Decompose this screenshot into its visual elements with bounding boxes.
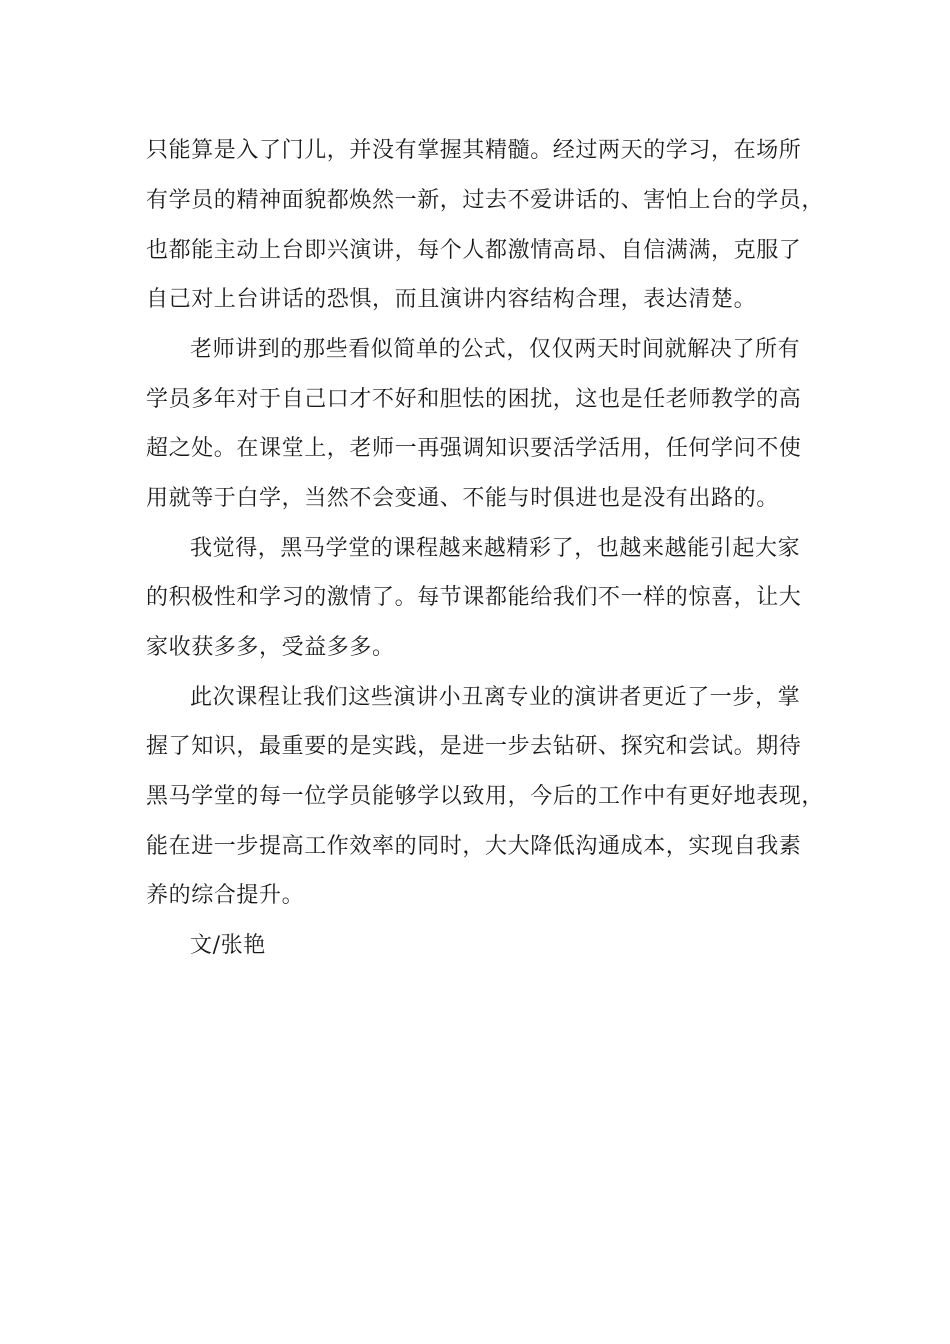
paragraph-3-line-3: 家收获多多，受益多多。 [146, 635, 395, 660]
paragraph-3-line-1: 我觉得，黑马学堂的课程越来越精彩了，也越来越能引起大家 [190, 536, 801, 561]
paragraph-1-line-1: 只能算是入了门儿，并没有掌握其精髓。经过两天的学习，在场所 [146, 138, 802, 163]
paragraph-1-line-4: 自己对上台讲话的恐惧，而且演讲内容结构合理，表达清楚。 [146, 287, 757, 312]
paragraph-4-line-3: 黑马学堂的每一位学员能够学以致用，今后的工作中有更好地表现， [146, 784, 825, 809]
paragraph-4-line-5: 养的综合提升。 [146, 883, 305, 908]
author-byline: 文/张艳 [190, 933, 266, 958]
paragraph-1-line-2: 有学员的精神面貌都焕然一新，过去不爱讲话的、害怕上台的学员， [146, 188, 825, 213]
paragraph-4-line-4: 能在进一步提高工作效率的同时，大大降低沟通成本，实现自我素 [146, 834, 802, 859]
paragraph-4-line-2: 握了知识，最重要的是实践，是进一步去钻研、探究和尝试。期待 [146, 734, 802, 759]
paragraph-2-line-2: 学员多年对于自己口才不好和胆怯的困扰，这也是任老师教学的高 [146, 387, 802, 412]
paragraph-2-line-3: 超之处。在课堂上，老师一再强调知识要活学活用，任何学问不使 [146, 436, 802, 461]
paragraph-2-line-1: 老师讲到的那些看似简单的公式，仅仅两天时间就解决了所有 [190, 337, 801, 362]
paragraph-3-line-2: 的积极性和学习的激情了。每节课都能给我们不一样的惊喜，让大 [146, 585, 802, 610]
paragraph-1-line-3: 也都能主动上台即兴演讲，每个人都激情高昂、自信满满，克服了 [146, 238, 802, 263]
paragraph-4-line-1: 此次课程让我们这些演讲小丑离专业的演讲者更近了一步，掌 [190, 685, 801, 710]
paragraph-2-line-4: 用就等于白学，当然不会变通、不能与时俱进也是没有出路的。 [146, 486, 779, 511]
